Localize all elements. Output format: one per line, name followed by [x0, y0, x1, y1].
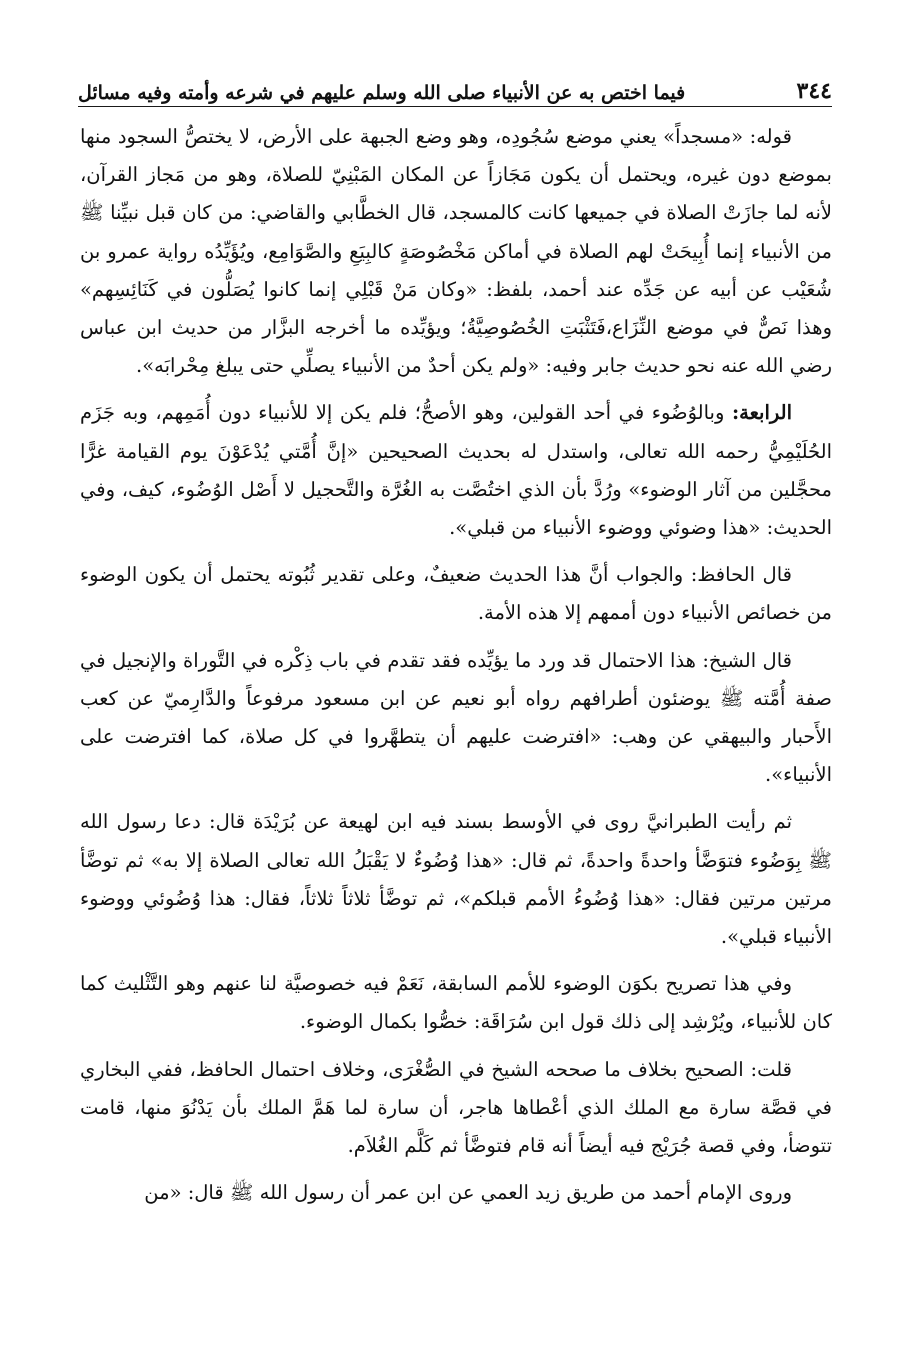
page-number: ٣٤٤ [796, 78, 832, 104]
paragraph-2-text: وبالوُضُوء في أحد القولين، وهو الأصحُّ؛ فلم يكن إلا للأنبياء دون أُمَمِهم، وبه جَزَم الحُلَيْمِيُّ رحمه الله تعالى، واستدل له بحديث الصحيحين «إنَّ أُمَّتي يُدْعَوْنَ يوم القيامة غرًّا محجَّلين من آثار الوضوء» ورُدَّ بأن الذي اختُصَّت به الغُرَّة والتَّحجيل لا أَصْل الوُضُوء، كيف، وفي الحديث: «هذا وضوئي ووضوء الأنبياء من قبلي». [80, 401, 832, 540]
paragraph-3-text: قال الحافظ: والجواب أنَّ هذا الحديث ضعيفٌ، وعلى تقدير ثُبُوته يحتمل أن يكون الوضوء من خصائص الأنبياء دون أممهم إلا هذه الأمة. [80, 563, 832, 625]
paragraph-1 [80, 118, 832, 385]
page-header [78, 64, 832, 104]
paragraph-3 [80, 556, 832, 632]
paragraph-4-text: قال الشيخ: هذا الاحتمال قد ورد ما يؤيِّده فقد تقدم في باب ذِكْره في التَّوراة والإنجيل في صفة أُمَّته ﷺ يوضئون أطرافهم رواه أبو نعيم عن ابن مسعود مرفوعاً والدَّارِميّ عن كعب الأَحبار والبيهقي عن وهب: «افترضت عليهم أن يتطهَّروا في كل صلاة، كما افترضت على الأنبياء». [80, 648, 832, 787]
paragraph-8-text: وروى الإمام أحمد من طريق زيد العمي عن ابن عمر أن رسول الله ﷺ قال: «من [144, 1181, 792, 1205]
paragraph-2 [80, 394, 832, 547]
paragraph-6 [80, 965, 832, 1041]
paragraph-5-text: ثم رأيت الطبرانيَّ روى في الأوسط بسند فيه ابن لهيعة عن بُرَيْدَة قال: دعا رسول الله ﷺ بِوَضُوء فتوَضَّأ واحدةً واحدةً، ثم قال: «هذا وُضُوءٌ لا يَقْبَلُ الله تعالى الصلاة إلا به» ثم توضَّأ مرتين مرتين فقال: «هذا وُضُوءُ الأمم قبلكم»، ثم توضَّأ ثلاثاً ثلاثاً، فقال: هذا وُضُوئي ووضوء الأنبياء قبلي». [80, 810, 832, 949]
running-title: فيما اختص به عن الأنبياء صلى الله وسلم عليهم في شرعه وأمته وفيه مسائل [78, 82, 686, 104]
body-text [80, 118, 832, 1221]
header-rule [78, 106, 832, 107]
paragraph-2-lead: الرابعة: [731, 401, 792, 425]
paragraph-1-text: قوله: «مسجداً» يعني موضع سُجُودِه، وهو وضع الجبهة على الأرض، لا يختصُّ السجود منها بموضع دون غيره، ويحتمل أن يكون مَجَازاً عن المكان المَبْنِيّ للصلاة، وهو من مَجاز القرآن، لأنه لما جازَتْ الصلاة في جميعها كانت كالمسجد، قال الخطَّابي والقاضي: من كان قبل نبيِّنا ﷺ من الأنبياء إنما أُبِيحَتْ لهم الصلاة في أماكن مَخْصُوصَةٍ كالبِيَعِ والصَّوَامِع، ويُؤَيِّدُه رواية عمرو بن شُعَيْب عن أبيه عن جَدِّه عند أحمد، بلفظ: «وكان مَنْ قَبْلِي إنما كانوا يُصَلُّون في كَنَائِسِهم» وهذا نَصٌّ في موضع النِّزَاع،فَتَثْبَتِ الخُصُوصِيَّةُ؛ ويؤيِّده ما أخرجه البزَّار من حديث ابن عباس رضي الله عنه نحو حديث جابر وفيه: «ولم يكن أحدٌ من الأنبياء يصلِّي حتى يبلغ مِحْرابَه». [80, 125, 832, 378]
paragraph-8 [80, 1174, 832, 1212]
paragraph-7 [80, 1051, 832, 1166]
paragraph-7-text: قلت: الصحيح بخلاف ما صححه الشيخ في الصُّغْرَى، وخلاف احتمال الحافظ، ففي البخاري في قصَّة سارة مع الملك الذي أعْطاها هاجر، أن سارة لما هَمَّ الملك بأن يَدْنُوَ منها، قامت تتوضأ، وفي قصة جُرَيْج فيه أيضاً أنه قام فتوضَّأ ثم كَلَّم الغُلاَم. [80, 1057, 832, 1158]
paragraph-6-text: وفي هذا تصريح بكوَن الوضوء للأمم السابقة، نَعَمْ فيه خصوصيَّة لنا عنهم وهو التَّثْليث كما كان للأنبياء، ويُرْشِد إلى ذلك قول ابن سُرَاقَة: خصُّوا بكمال الوضوء. [80, 972, 832, 1034]
paragraph-5 [80, 803, 832, 956]
paragraph-4 [80, 642, 832, 795]
